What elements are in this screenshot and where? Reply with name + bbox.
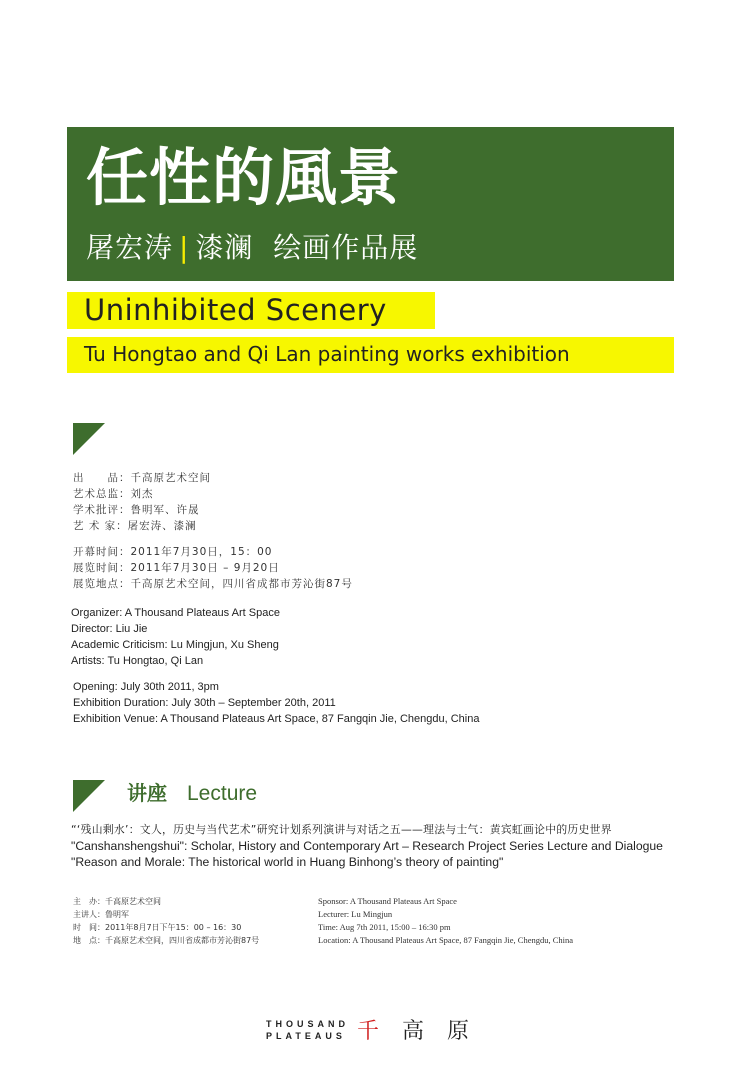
detail-line: 主讲人：鲁明军 <box>73 910 129 919</box>
credit-line: Organizer: A Thousand Plateaus Art Space <box>71 607 280 619</box>
credit-line: Director: Liu Jie <box>71 623 148 635</box>
lecture-details-cn <box>73 895 259 947</box>
lecture-subtitle-en: "Reason and Morale: The historical world in Huang Binhong’s theory of painting" <box>71 855 504 869</box>
detail-line: Sponsor: A Thousand Plateaus Art Space <box>318 896 457 906</box>
title-cn: 任性的風景 <box>86 141 402 214</box>
credit-line: Artists: Tu Hongtao, Qi Lan <box>71 655 204 667</box>
logo-line1: THOUSAND <box>266 1018 349 1029</box>
credit-line: 艺 术 家：屠宏涛、漆澜 <box>73 520 197 532</box>
detail-line: Lecturer: Lu Mingjun <box>318 909 393 919</box>
subtitle-cn <box>86 225 418 271</box>
credit-line: Academic Criticism: Lu Mingjun, Xu Sheng <box>71 639 279 651</box>
schedule-en <box>73 679 479 727</box>
section-marker-icon <box>73 423 105 455</box>
subtitle-artist1: 屠宏涛 <box>86 231 174 264</box>
detail-line: Time: Aug 7th 2011, 15:00 – 16:30 pm <box>318 922 451 932</box>
lecture-title-cn: “‘残山剩水’：文人，历史与当代艺术”研究计划系列演讲与对话之五——理法与士气：黄宾虹画论中的历史世界 <box>71 823 612 836</box>
lecture-heading-en: Lecture <box>187 782 258 805</box>
lecture-details-en <box>318 895 573 947</box>
schedule-line: Opening: July 30th 2011, 3pm <box>73 681 219 693</box>
detail-line: 地 点：千高原艺术空间，四川省成都市芳沁街87号 <box>73 936 260 945</box>
logo-cn-first: 千 <box>357 1019 388 1044</box>
subtitle-rest: 绘画作品展 <box>273 231 419 264</box>
logo-cn-rest: 高 原 <box>402 1019 478 1044</box>
credit-line: 出 品：千高原艺术空间 <box>73 472 211 484</box>
schedule-line: Exhibition Duration: July 30th – September 20th, 2011 <box>73 697 336 709</box>
logo-line2: PLATEAUS <box>266 1030 346 1041</box>
detail-line: 时 间：2011年8月7日下午15：00 – 16：30 <box>73 923 242 932</box>
lecture-heading-cn: 讲座 <box>127 781 167 805</box>
schedule-line: Exhibition Venue: A Thousand Plateaus Art Space, 87 Fangqin Jie, Chengdu, China <box>73 713 480 725</box>
logo-wordmark <box>266 1018 349 1042</box>
credits-en <box>71 605 280 669</box>
schedule-line: 展览地点：千高原艺术空间，四川省成都市芳沁街87号 <box>73 578 353 590</box>
lecture-heading <box>127 778 257 810</box>
detail-line: 主 办：千高原艺术空间 <box>73 897 161 906</box>
logo-cn <box>357 1014 477 1045</box>
gallery-logo <box>266 1014 477 1045</box>
credit-line: 艺术总监：刘杰 <box>73 488 154 500</box>
credits-cn <box>73 470 353 592</box>
credit-line: 学术批评：鲁明军、许晟 <box>73 504 200 516</box>
schedule-line: 开幕时间：2011年7月30日，15：00 <box>73 546 273 558</box>
detail-line: Location: A Thousand Plateaus Art Space, 87 Fangqin Jie, Chengdu, China <box>318 935 574 945</box>
schedule-line: 展览时间：2011年7月30日 – 9月20日 <box>73 562 280 574</box>
subtitle-divider: | <box>179 231 190 264</box>
subtitle-en: Tu Hongtao and Qi Lan painting works exhibition <box>84 342 570 366</box>
title-en: Uninhibited Scenery <box>84 293 387 327</box>
lecture-title-en: "Canshanshengshui": Scholar, History and Contemporary Art – Research Project Series Lecture and Dialogue <box>71 839 663 853</box>
subtitle-artist2: 漆澜 <box>195 231 254 264</box>
lecture-marker-icon <box>73 780 105 812</box>
lecture-title <box>71 822 663 870</box>
